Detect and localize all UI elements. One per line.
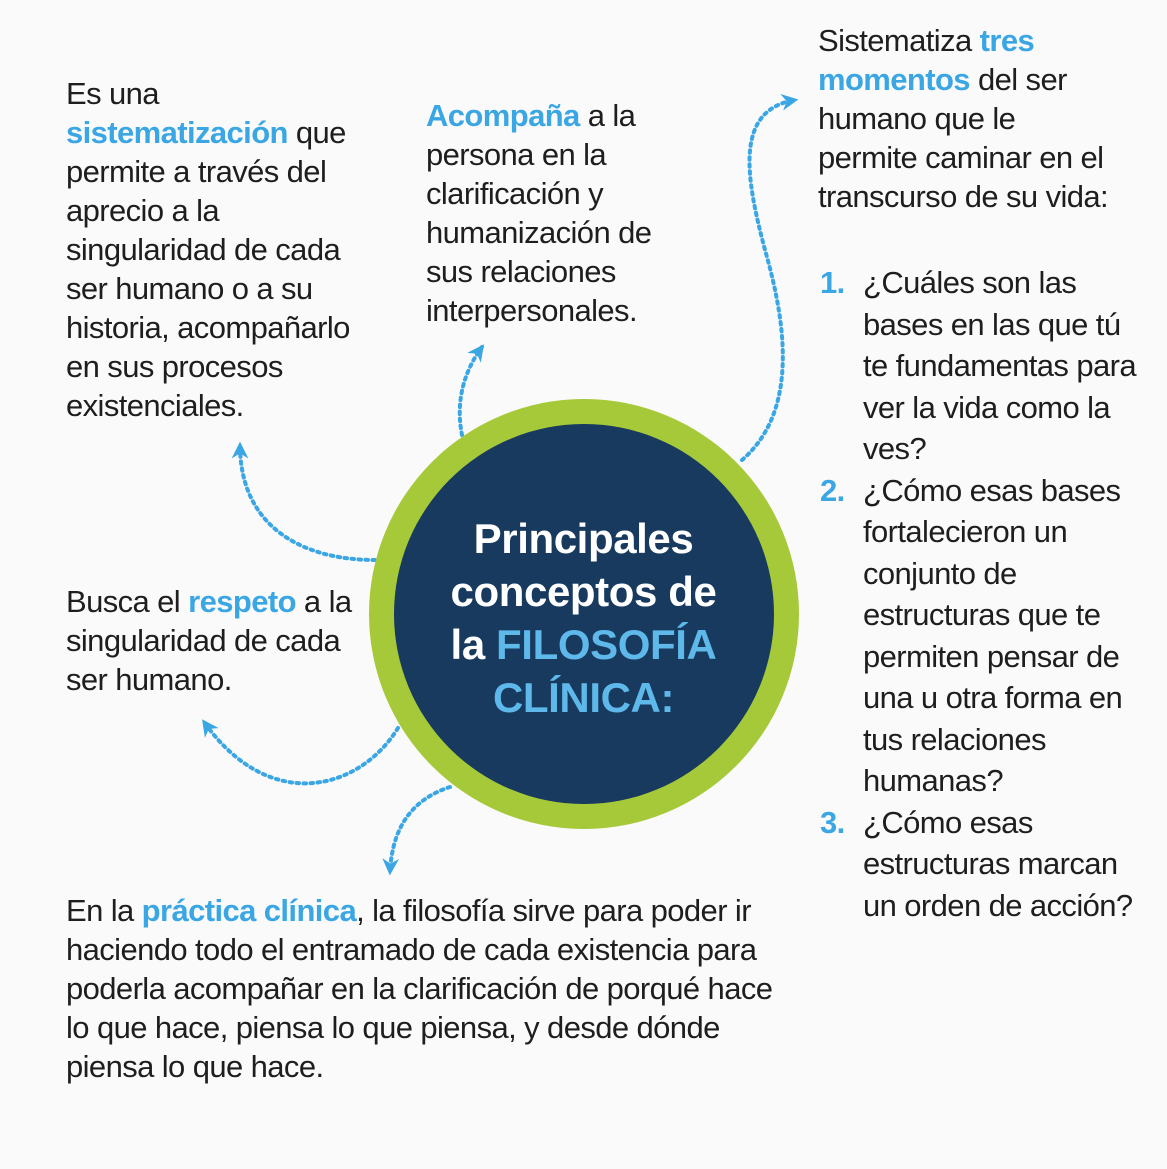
practice-text (66, 891, 786, 1086)
center-title-highlight-clinica: CLÍNICA: (492, 674, 675, 721)
definition-body: que permite a través del aprecio a la singularidad de cada ser humano o a su historia, acompañarlo en sus procesos existenciales. (66, 115, 350, 423)
questions-list (818, 262, 1138, 926)
definition-text (66, 74, 386, 425)
accompany-text (426, 96, 701, 330)
question-item (818, 802, 1138, 927)
respect-text (66, 582, 366, 699)
question-number: 3. (820, 804, 845, 840)
question-number: 2. (820, 472, 845, 508)
respect-lead: Busca el (66, 584, 189, 619)
question-number: 1. (820, 265, 845, 300)
arrow-to-practice (390, 787, 450, 872)
practice-highlight: práctica clínica (141, 893, 357, 928)
arrow-to-accompany (460, 347, 482, 435)
definition-lead: Es una (66, 76, 159, 111)
practice-lead: En la (66, 893, 142, 928)
arrow-to-respect (204, 722, 398, 783)
respect-highlight: respeto (188, 584, 296, 619)
arrow-to-moments (742, 100, 795, 460)
definition-highlight: sistematización (66, 115, 288, 150)
question-item (818, 262, 1138, 470)
center-title (406, 512, 761, 724)
center-title-line-3-prefix: la (450, 621, 497, 668)
question-text: ¿Cómo esas estructuras marcan un orden de acción? (863, 804, 1133, 923)
question-text: ¿Cuáles son las bases en las que tú te fundamentas para ver la vida como la ves? (863, 265, 1136, 466)
accompany-body: a la persona en la clarificación y humanización de sus relaciones interpersonales. (426, 98, 652, 328)
moments-highlight: tres momentos (818, 23, 1035, 97)
moments-intro (818, 21, 1118, 216)
respect-body: a la singularidad de cada ser humano. (66, 584, 352, 697)
center-title-highlight-filosofia: FILOSOFÍA (496, 621, 717, 668)
accompany-highlight: Acompaña (426, 98, 580, 133)
moments-lead: Sistematiza (818, 23, 980, 58)
question-text: ¿Cómo esas bases fortalecieron un conjunto de estructuras que te permiten pensar de una u otra forma en tus relaciones humanas? (863, 472, 1123, 798)
practice-body: , la filosofía sirve para poder ir haciendo todo el entramado de cada existencia para poderla acompañar en la clarificación de porqué hace lo que hace, piensa lo que piensa, y desde dónde piensa lo que hace. (66, 893, 773, 1084)
center-title-line-2: conceptos de (450, 568, 717, 615)
center-title-line-1: Principales (473, 515, 694, 562)
question-item (818, 470, 1138, 802)
arrow-to-definition (240, 445, 375, 560)
moments-body: del ser humano que le permite caminar en el transcurso de su vida: (818, 62, 1109, 214)
